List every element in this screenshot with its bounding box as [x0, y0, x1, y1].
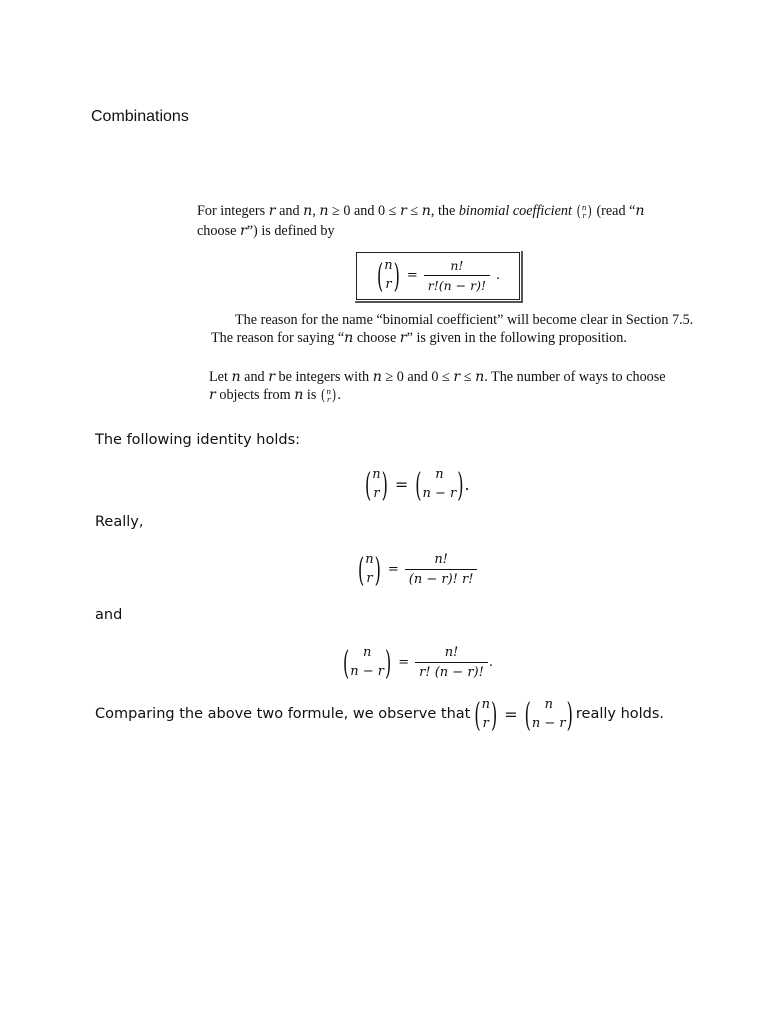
- var-n: n: [421, 203, 431, 219]
- binom-n-r: ( n r ): [365, 464, 388, 504]
- conclusion-line: [95, 692, 664, 736]
- binom-n-r: ( n r ): [358, 549, 381, 589]
- equals-sign: =: [406, 267, 418, 283]
- equals-sign: =: [398, 654, 410, 670]
- fraction: [405, 552, 478, 587]
- binom-inline: ( n r ): [320, 386, 337, 404]
- var-r: r: [268, 203, 276, 219]
- def-text: , the: [430, 203, 459, 219]
- def-text: ”) is defined by: [246, 223, 335, 239]
- period: .: [496, 267, 501, 283]
- var-n: n: [635, 203, 645, 219]
- identity-formula: [364, 462, 470, 506]
- period: .: [488, 654, 493, 670]
- really-label: Really,: [95, 514, 144, 530]
- identity-intro: The following identity holds:: [95, 432, 301, 448]
- definition-formula: [376, 254, 500, 296]
- period: .: [464, 474, 470, 494]
- binom-n-n-minus-r: ( n n − r ): [415, 464, 464, 504]
- and-label: and: [95, 607, 123, 623]
- def-text: choose: [197, 223, 240, 239]
- formula-n-choose-n-minus-r: [342, 638, 493, 686]
- equals-sign: =: [387, 561, 399, 577]
- denominator: r!(n − r)!: [424, 275, 490, 293]
- def-text: For integers: [197, 203, 269, 219]
- proposition-line-1: Let n and r be integers with n ≥ 0 and 0 ≤ r ≤ n. The number of ways to choose: [209, 369, 666, 385]
- equals-sign: =: [504, 704, 518, 724]
- var-n: n: [303, 203, 313, 219]
- var-n: n: [319, 203, 329, 219]
- def-text: ≥ 0 and 0 ≤: [328, 203, 401, 219]
- really-holds-text: really holds.: [575, 706, 665, 722]
- numerator: n!: [444, 644, 459, 660]
- def-text: ,: [312, 203, 320, 219]
- def-text: ≤: [406, 203, 422, 219]
- comparing-text: Comparing the above two formule, we observe that: [95, 706, 471, 722]
- definition-line-1: [197, 201, 645, 222]
- reason-line-2: The reason for saying “n choose r” is given in the following proposition.: [211, 330, 627, 346]
- numerator: n!: [434, 551, 448, 567]
- definition-line-2: [197, 221, 335, 241]
- formula-n-choose-r: [357, 545, 477, 593]
- binom-n-n-minus-r: ( n n − r ): [343, 642, 392, 682]
- fraction: [424, 258, 490, 293]
- denominator: r! (n − r)!: [415, 662, 488, 680]
- fraction: [415, 645, 488, 680]
- var-r: r: [239, 223, 247, 239]
- binom-n-r: ( n r ): [377, 255, 400, 295]
- equals-sign: =: [394, 474, 409, 494]
- term-binomial-coefficient: binomial coefficient: [458, 203, 572, 219]
- denominator: (n − r)! r!: [405, 569, 478, 587]
- var-r: r: [400, 203, 407, 219]
- page-title: Combinations: [91, 108, 189, 125]
- numerator: n!: [450, 257, 464, 273]
- binom-inline: ( n r ): [576, 202, 592, 220]
- proposition-line-2: r objects from n is ( n r ) .: [209, 386, 341, 404]
- binom-n-r: ( n r ): [474, 694, 498, 734]
- binom-n-n-minus-r: ( n n − r ): [524, 694, 573, 734]
- def-text: and: [275, 203, 304, 219]
- def-text: (read “: [592, 203, 636, 219]
- reason-line-1: The reason for the name “binomial coefficient” will become clear in Section 7.5.: [235, 312, 694, 328]
